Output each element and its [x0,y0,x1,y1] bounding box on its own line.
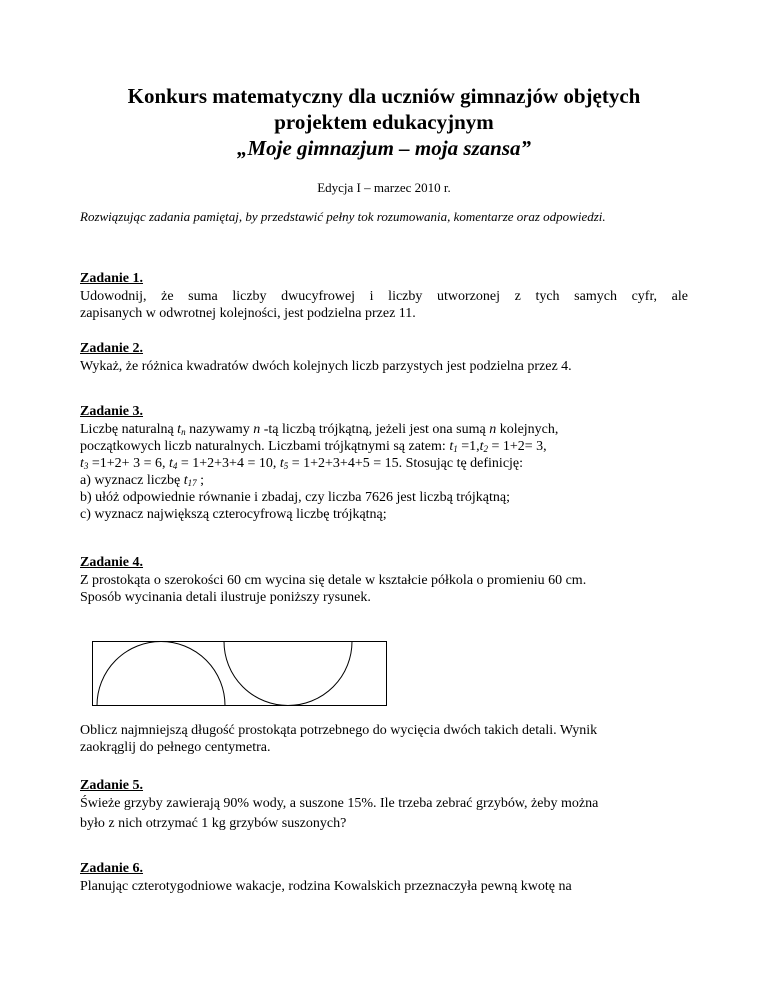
task5-line1: Świeże grzyby zawierają 90% wody, a suszone 15%. Ile trzeba zebrać grzybów, żeby można [80,796,599,811]
title-line-2: projektem edukacyjnym [274,110,494,134]
task2-line1: Wykaż, że różnica kwadratów dwóch kolejnych liczb parzystych jest podzielna przez 4. [80,359,572,374]
instruction-line: Rozwiązując zadania pamiętaj, by przedstawić pełny tok rozumowania, komentarze oraz odpowiedzi. [80,209,606,224]
task1-line2: zapisanych w odwrotnej kolejności, jest podzielna przez 11. [80,306,416,321]
task3-line1: Liczbę naturalną $t_n$ nazywamy n -tą liczbą trójkątną, jeżeli jest ona sumą n kolejnych, [80,422,559,437]
rectangle-outline [93,642,387,706]
task4-line2: Sposób wycinania detali ilustruje poniższy rysunek. [80,590,371,605]
task3-item-c: c) wyznacz największą czterocyfrową liczbę trójkątną; [80,507,387,522]
upper-semicircle [224,642,352,706]
task4-heading: Zadanie 4. [80,555,144,570]
task2-heading: Zadanie 2. [80,341,144,356]
task4-line4: zaokrąglij do pełnego centymetra. [80,740,271,755]
task6-line1: Planując czterotygodniowe wakacje, rodzina Kowalskich przeznaczyła pewną kwotę na [80,879,572,894]
title-line-3: „Moje gimnazjum – moja szansa” [236,136,532,160]
task3-item-a: a) wyznacz liczbę $t_{17}$ ; [80,473,205,488]
task4-line3: Oblicz najmniejszą długość prostokąta potrzebnego do wycięcia dwóch takich detali. Wynik [80,723,598,738]
task1-heading: Zadanie 1. [80,271,144,286]
task3-line2: początkowych liczb naturalnych. Liczbami trójkątnymi są zatem: $t_1 =1,t_2 = 1+2= 3$, [80,439,547,454]
task5-heading: Zadanie 5. [80,778,144,793]
task6-heading: Zadanie 6. [80,861,144,876]
task5-line2: było z nich otrzymać 1 kg grzybów suszonych? [80,816,347,831]
task1-line1: Udowodnij, że suma liczby dwucyfrowej i liczby utworzonej z tych samych cyfr, ale [80,289,688,304]
task3-heading: Zadanie 3. [80,404,144,419]
edition-line: Edycja I – marzec 2010 r. [317,180,451,195]
semicircle-cutting-figure [92,641,392,707]
task4-line1: Z prostokąta o szerokości 60 cm wycina się detale w kształcie półkola o promieniu 60 cm. [80,573,587,588]
title-line-1: Konkurs matematyczny dla uczniów gimnazjów objętych [127,84,641,108]
lower-semicircle [97,642,225,706]
task3-item-b: b) ułóż odpowiednie równanie i zbadaj, czy liczba 7626 jest liczbą trójkątną; [80,490,510,505]
task3-line3: $t_3 =1+2+ 3 = 6$, $t_4 = 1+2+3+4 = 10$, $t_5 = 1+2+3+4+5 = 15$. Stosując tę definicję: [80,456,524,471]
